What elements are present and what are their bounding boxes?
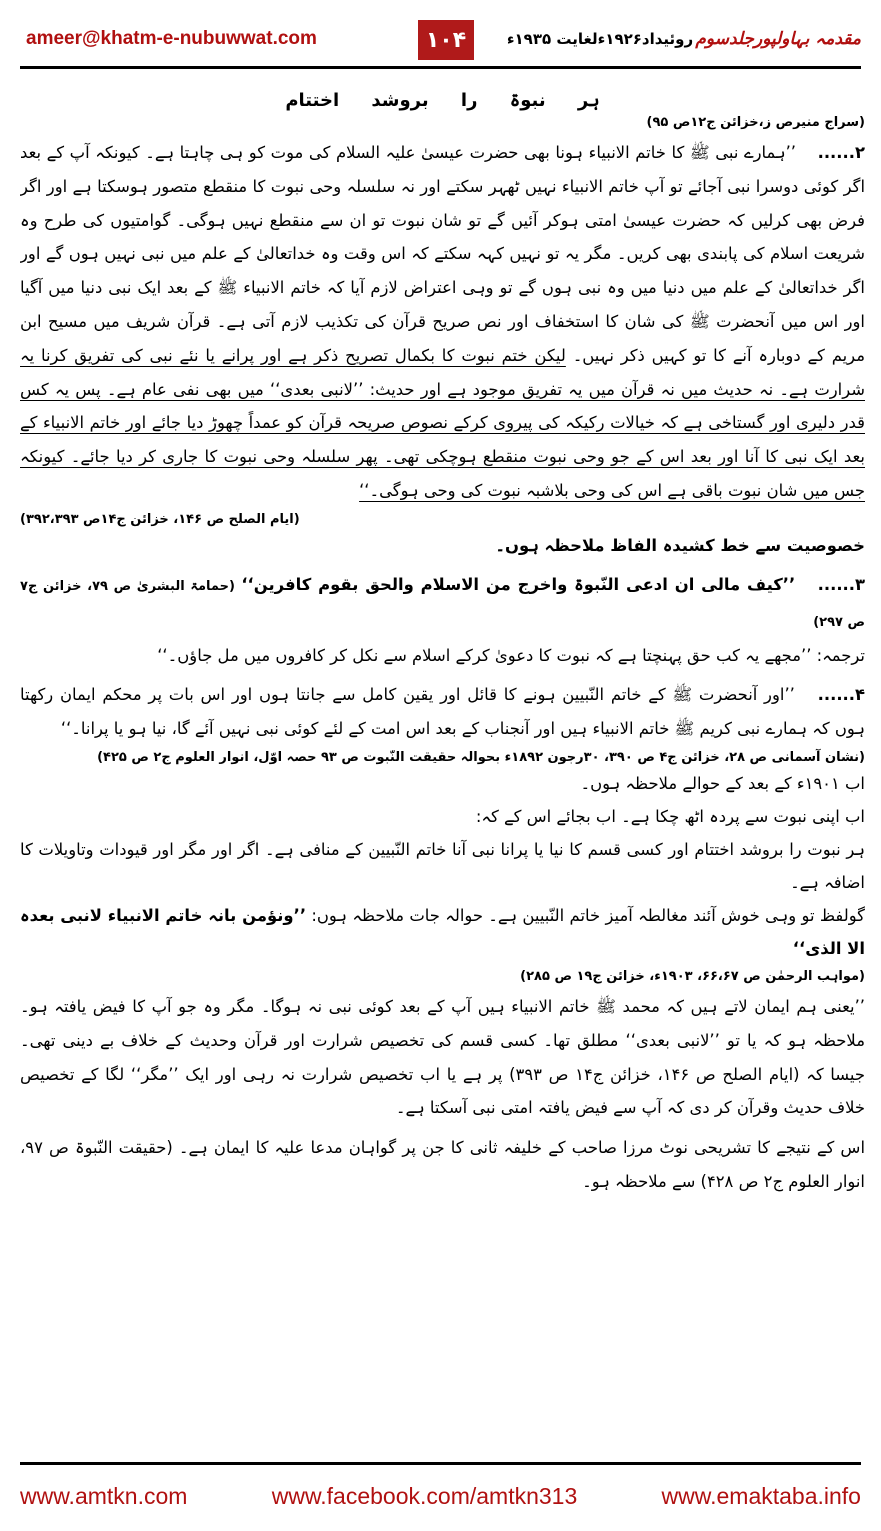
page-body: [20, 84, 865, 1454]
paragraph-3-arabic: ’’کیف مالی ان ادعی النّبوۃ واخرج من الاسلام والحق بقوم کافرین‘‘: [241, 574, 796, 594]
page-header: [0, 0, 881, 80]
line-parda: اب اپنی نبوت سے پردہ اٹھ چکا ہے۔ اب بجائے اس کے کہ:: [475, 806, 865, 826]
header-book-title: مقدمہ بہاولپورجلدسوم: [695, 29, 861, 49]
reference-mawahib: (مواہب الرحمٰن ص ۶۶،۶۷، ۱۹۰۳ء، خزائن ج۱۹ ص ۲۸۵): [520, 968, 865, 984]
page-footer: [0, 1460, 881, 1531]
page-number-badge: ۱۰۴: [418, 20, 474, 60]
line-golaf-text: گولفظ تو وہی خوش آئند مغالطہ آمیز خاتم النّبیین ہے۔ حوالہ جات ملاحظہ ہوں:: [311, 905, 865, 925]
footer-divider: [20, 1462, 861, 1465]
reference-ayyam: (ایام الصلح ص ۱۴۶، خزائن ج۱۴ص ۳۹۲،۳۹۳): [20, 511, 300, 527]
paragraph-2-number: ۲......: [817, 143, 865, 162]
paragraph-yani: ’’یعنی ہم ایمان لاتے ہیں کہ محمد ﷺ خاتم الانبیاء ہیں آپ کے بعد کوئی نبی نہ ہوگا۔ مگر وہ جو آپ کا فیض یافتہ ہو۔ ملاحظہ ہو کہ یا تو ’’لانبی بعدی‘‘ مطلق تھا۔ کسی قسم کی تخصیص شرارت اور قرآن وحدیث کے خلاف بے دینی تھی۔ جیسا کہ (ایام الصلح ص ۱۴۶، خزائن ج۱۴ ص ۳۹۳) پر ہے یا اب تخصیص شرارت نہ رہی اور ایک ’’مگر‘‘ لگا کے تخصیص خلاف حدیث وقرآن کر دی کہ آپ سے فیض یافتہ امتی نبی آسکتا ہے۔: [20, 996, 865, 1118]
reference-siraj: (سراج منیرص ز،خزائن ج۱۲ص ۹۵): [646, 115, 865, 130]
header-years: روئیداد۱۹۲۶ءلغایت ۱۹۳۵ء: [506, 30, 694, 48]
line-har-nabuwat: ہر نبوت را بروشد اختتام اور کسی قسم کا نیا یا پرانا نبی آنا خاتم النّبیین کے منافی ہے۔ اگر اور مگر اور قیودات وتاویلات کا اضافہ ہے۔: [20, 839, 865, 892]
paragraph-4: [20, 678, 865, 746]
paragraph-2: [20, 136, 865, 508]
paragraph-2-underlined: لیکن ختم نبوت کا بکمال تصریح ذکر ہے اور پرانے یا نئے نبی کی تفریق کرنا یہ شرارت ہے۔ نہ حدیث میں نہ قرآن میں یہ تفریق موجود ہے اور حدیث: ’’لانبی بعدی‘‘ میں بھی نفی عام ہے۔ پس یہ کس قدر دلیری اور گستاخی ہے کہ خیالات رکیکہ کی پیروی کرکے نصوص صریحہ قرآن کو عمداً چھوڑ دیا جائے اور خاتم الانبیاء کے بعد ایک نبی کا آنا اور بعد اس کے جو وحی نبوت منقطع ہوچکی تھی۔ پھر سلسلہ وحی نبوت کا جاری کر دیا جائے۔ کیونکہ جس میں شان نبوت باقی ہے اس کی وحی بلاشبہ نبوت کی وحی ہوگی۔‘‘: [20, 345, 865, 500]
paragraph-4-number: ۴......: [817, 685, 865, 705]
paragraph-3-number: ۳......: [817, 574, 865, 594]
section-heading: ہر نبوۃ را بروشد اختتام: [285, 90, 600, 111]
paragraph-3: [20, 568, 865, 640]
reference-hamamat: (حمامۃ البشریٰ ص ۷۹، خزائن ج۷ ص ۲۹۷): [20, 578, 865, 630]
note-underlined-words: خصوصیت سے خط کشیدہ الفاظ ملاحظہ ہوں۔: [495, 535, 865, 555]
footer-link-facebook[interactable]: www.facebook.com/amtkn313: [271, 1482, 578, 1509]
header-email[interactable]: ameer@khatm-e-nubuwwat.com: [26, 28, 317, 49]
header-divider: [20, 66, 861, 69]
footer-links: [20, 1470, 861, 1522]
paragraph-3-translation: ترجمہ: ’’مجھے یہ کب حق پہنچتا ہے کہ نبوت کا دعویٰ کرکے اسلام سے نکل کر کافروں میں مل جاؤں۔‘‘: [157, 646, 865, 666]
paragraph-2-text: ’’ہمارے نبی ﷺ کا خاتم الانبیاء ہونا بھی حضرت عیسیٰ علیہ السلام کی موت کو ہی چاہتا ہے۔ کیونکہ آپ کے بعد اگر کوئی دوسرا نبی آجائے تو آپ خاتم الانبیاء نہیں ٹھہر سکتے اور نہ سلسلہ وحی نبوت کا منقطع متصور ہوسکتا ہے اور اگر فرض بھی کرلیں کہ حضرت عیسیٰ امتی ہوکر آئیں گے تو شان نبوت تو ان سے منقطع نہیں ہوگی۔ گوامتیوں کی طرح وہ شریعت اسلام کی پابندی بھی کریں۔ مگر یہ تو نہیں کہہ سکتے کہ اس وقت وہ خداتعالیٰ کے علم میں نبی نہیں ہوں گے اور اگر خداتعالیٰ کے علم میں دنیا میں وہ نبی ہوں گے تو وہی اعتراض لازم آیا کہ خاتم الانبیاء ﷺ کے بعد ایک نبی دنیا میں آگیا اور اس میں آنحضرت ﷺ کی شان کا استخفاف اور نص صریح قرآن کی تکذیب لازم آتی ہے۔ قرآن شریف میں مسیح ابن مریم کے دوبارہ آنے کا تو کہیں ذکر نہیں۔: [20, 143, 865, 365]
paragraph-4-text: ’’اور آنحضرت ﷺ کے خاتم النّبیین ہونے کا قائل اور یقین کامل سے جانتا ہوں اور اس بات پر محکم ایمان رکھتا ہوں کہ ہمارے نبی کریم ﷺ خاتم الانبیاء ہیں اور آنجناب کے بعد اس امت کے لئے کوئی نبی نہیں آئے گا، نیا ہو یا پرانا۔‘‘: [20, 685, 865, 739]
line-1901: اب ۱۹۰۱ء کے بعد کے حوالے ملاحظہ ہوں۔: [580, 773, 865, 793]
line-golaf: [20, 899, 865, 965]
footer-link-emaktaba[interactable]: www.emaktaba.info: [661, 1482, 861, 1509]
line-golaf-arabic: ’’ونؤمن بانہ خاتم الانبیاء لانبی بعدہ الا الذی‘‘: [20, 905, 865, 958]
paragraph-natije: اس کے نتیجے کا تشریحی نوٹ مرزا صاحب کے خلیفہ ثانی کا جن پر گواہان مدعا علیہ کا ایمان ہے۔ (حقیقت النّبوۃ ص ۹۷، انوار العلوم ج۲ ص ۴۲۸) سے ملاحظہ ہو۔: [20, 1138, 865, 1191]
footer-link-amtkn[interactable]: www.amtkn.com: [20, 1482, 188, 1509]
reference-nishan: (نشان آسمانی ص ۲۸، خزائن ج۴ ص ۳۹۰، ۳۰رجون ۱۸۹۲ء بحوالہ حقیقت النّبوت ص ۹۳ حصہ اوّل، انوار العلوم ج۲ ص ۴۲۵): [97, 749, 865, 765]
